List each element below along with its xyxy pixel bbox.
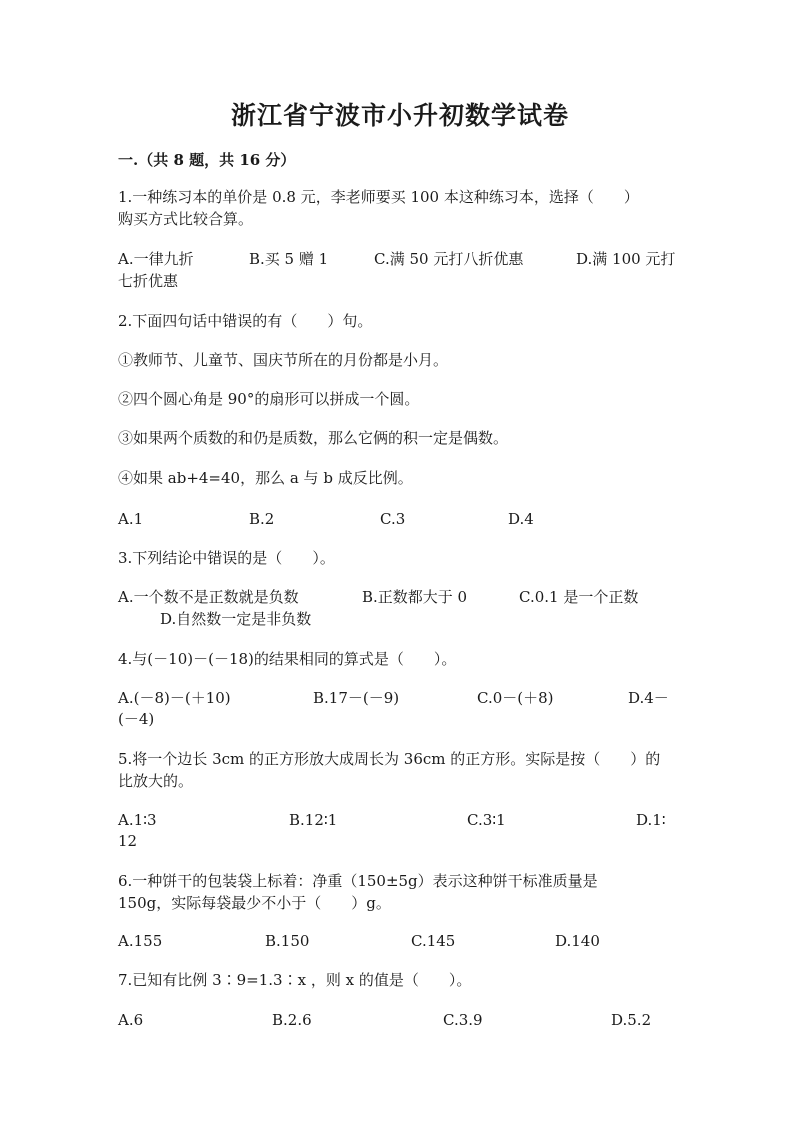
q4-option-a: A.(－8)－(＋10) xyxy=(118,689,231,707)
q2-statement-3: ③如果两个质数的和仍是质数，那么它俩的积一定是偶数。 xyxy=(118,429,509,447)
q4-stem: 4.与(－10)－(－18)的结果相同的算式是（ ）。 xyxy=(118,650,457,668)
section-heading: 一.（共 8 题，共 16 分） xyxy=(118,151,296,169)
q1-stem-line1: 1.一种练习本的单价是 0.8 元，李老师要买 100 本这种练习本，选择（ ） xyxy=(118,188,639,206)
q5-stem-line2: 比放大的。 xyxy=(118,772,194,790)
q1-stem-line2: 购买方式比较合算。 xyxy=(118,210,254,228)
q1-option-b: B.买 5 赠 1 xyxy=(249,250,329,268)
q4-option-d-wrap: (－4) xyxy=(118,710,155,728)
q3-stem: 3.下列结论中错误的是（ ）。 xyxy=(118,549,335,567)
q4-option-b: B.17－(－9) xyxy=(313,689,400,707)
q3-option-a: A.一个数不是正数就是负数 xyxy=(118,588,299,606)
q2-option-c: C.3 xyxy=(380,510,406,528)
exam-title: 浙江省宁波市小升初数学试卷 xyxy=(230,101,569,130)
q4-option-d: D.4－ xyxy=(628,689,669,707)
q4-option-c: C.0－(＋8) xyxy=(477,689,554,707)
q5-option-d-wrap: 12 xyxy=(118,832,138,850)
q6-option-d: D.140 xyxy=(555,932,600,950)
q1-option-c: C.满 50 元打八折优惠 xyxy=(374,250,524,268)
q7-option-b: B.2.6 xyxy=(272,1011,312,1029)
q7-stem: 7.已知有比例 3∶9=1.3∶x ，则 x 的值是（ ）。 xyxy=(118,971,472,989)
q6-option-c: C.145 xyxy=(411,932,456,950)
q6-option-b: B.150 xyxy=(265,932,310,950)
q6-stem-line1: 6.一种饼干的包装袋上标着：净重（150±5g）表示这种饼干标准质量是 xyxy=(118,872,598,890)
q5-option-c: C.3∶1 xyxy=(467,811,506,829)
q2-option-d: D.4 xyxy=(508,510,534,528)
q5-option-a: A.1∶3 xyxy=(118,811,157,829)
q5-option-d: D.1∶ xyxy=(636,811,666,829)
q3-option-b: B.正数都大于 0 xyxy=(362,588,468,606)
q2-option-a: A.1 xyxy=(118,510,144,528)
q7-option-a: A.6 xyxy=(118,1011,144,1029)
q6-stem-line2: 150g，实际每袋最少不小于（ ）g。 xyxy=(118,894,391,912)
q3-option-d: D.自然数一定是非负数 xyxy=(160,610,312,628)
q3-option-c: C.0.1 是一个正数 xyxy=(519,588,639,606)
q2-statement-4: ④如果 ab+4=40，那么 a 与 b 成反比例。 xyxy=(118,469,413,487)
q2-statement-2: ②四个圆心角是 90°的扇形可以拼成一个圆。 xyxy=(118,390,420,408)
q2-option-b: B.2 xyxy=(249,510,275,528)
q7-option-c: C.3.9 xyxy=(443,1011,483,1029)
q1-option-d: D.满 100 元打 xyxy=(576,250,676,268)
q2-stem: 2.下面四句话中错误的有（ ）句。 xyxy=(118,312,373,330)
q5-stem-line1: 5.将一个边长 3cm 的正方形放大成周长为 36cm 的正方形。实际是按（ ）的 xyxy=(118,750,661,768)
q6-option-a: A.155 xyxy=(118,932,163,950)
q1-option-d-wrap: 七折优惠 xyxy=(118,272,179,290)
q1-option-a: A.一律九折 xyxy=(118,250,194,268)
q5-option-b: B.12∶1 xyxy=(289,811,338,829)
q7-option-d: D.5.2 xyxy=(611,1011,652,1029)
q2-statement-1: ①教师节、儿童节、国庆节所在的月份都是小月。 xyxy=(118,351,449,369)
